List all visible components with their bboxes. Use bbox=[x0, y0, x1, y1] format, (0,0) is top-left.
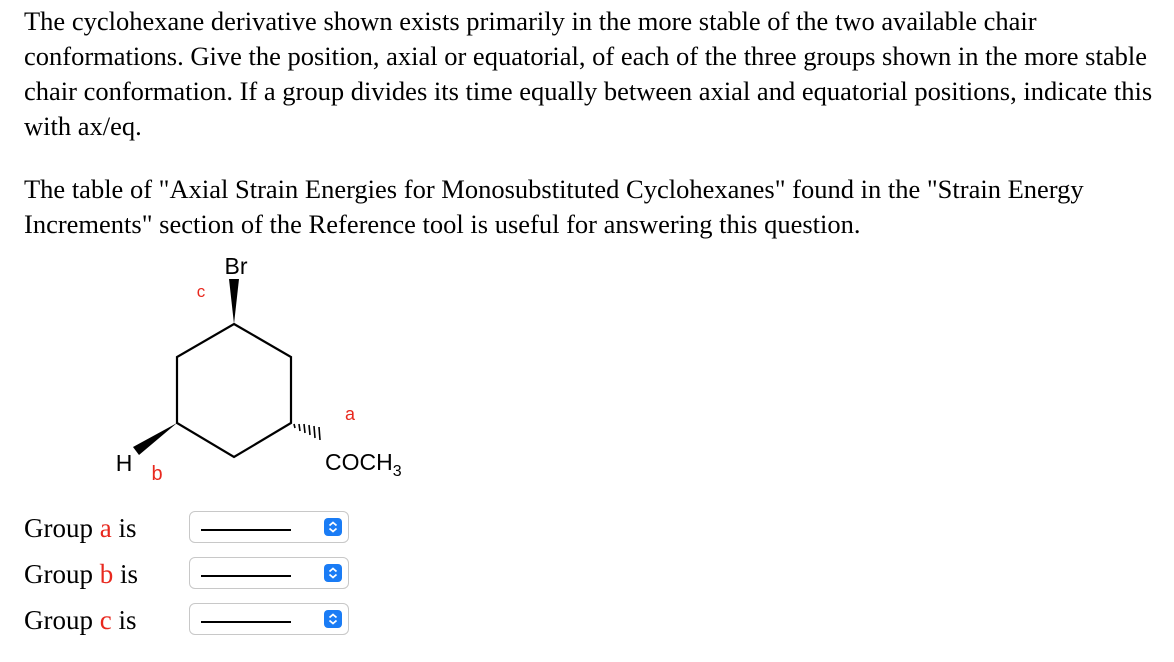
hashed-bond-coch3 bbox=[294, 424, 320, 440]
wedge-bond-br bbox=[229, 279, 239, 324]
label-c: c bbox=[196, 282, 206, 301]
coch3-label: $COCH_3$ bbox=[325, 449, 402, 480]
position-select-b[interactable] bbox=[189, 557, 349, 589]
label-b: b bbox=[151, 463, 163, 485]
answer-row-b bbox=[24, 556, 164, 592]
answer-row-c bbox=[24, 602, 164, 638]
position-select-a[interactable] bbox=[189, 511, 349, 543]
question-paragraph-2: The table of "Axial Strain Energies for Monosubstituted Cyclohexanes" found in the "Strain Energy Increments" section of the Reference tool is useful for answering this question. bbox=[24, 174, 1084, 239]
position-select-c[interactable] bbox=[189, 603, 349, 635]
wedge-bond-h bbox=[133, 423, 177, 455]
answer-label-b: Group b is bbox=[24, 558, 139, 589]
answer-row-a bbox=[24, 510, 164, 546]
up-down-chevron-icon[interactable] bbox=[324, 564, 342, 582]
label-a: a bbox=[344, 404, 356, 424]
selected-value-c bbox=[201, 621, 291, 623]
answer-label-c: Group c is bbox=[24, 604, 137, 635]
question-paragraph-1: The cyclohexane derivative shown exists primarily in the more stable of the two available chair conformations. Give the position, axial or equatorial, of each of the three groups shown in the more stable chair conformation. If a group divides its time equally between axial and equatorial positions, indicate this with ax/eq. bbox=[24, 6, 1153, 141]
up-down-chevron-icon[interactable] bbox=[324, 610, 342, 628]
up-down-chevron-icon[interactable] bbox=[324, 518, 342, 536]
selected-value-a bbox=[201, 529, 291, 531]
cyclohexane-ring bbox=[177, 324, 291, 457]
answer-label-a: Group a is bbox=[24, 512, 137, 543]
h-label: H bbox=[115, 450, 133, 476]
br-label: Br bbox=[224, 253, 248, 279]
selected-value-b bbox=[201, 575, 291, 577]
